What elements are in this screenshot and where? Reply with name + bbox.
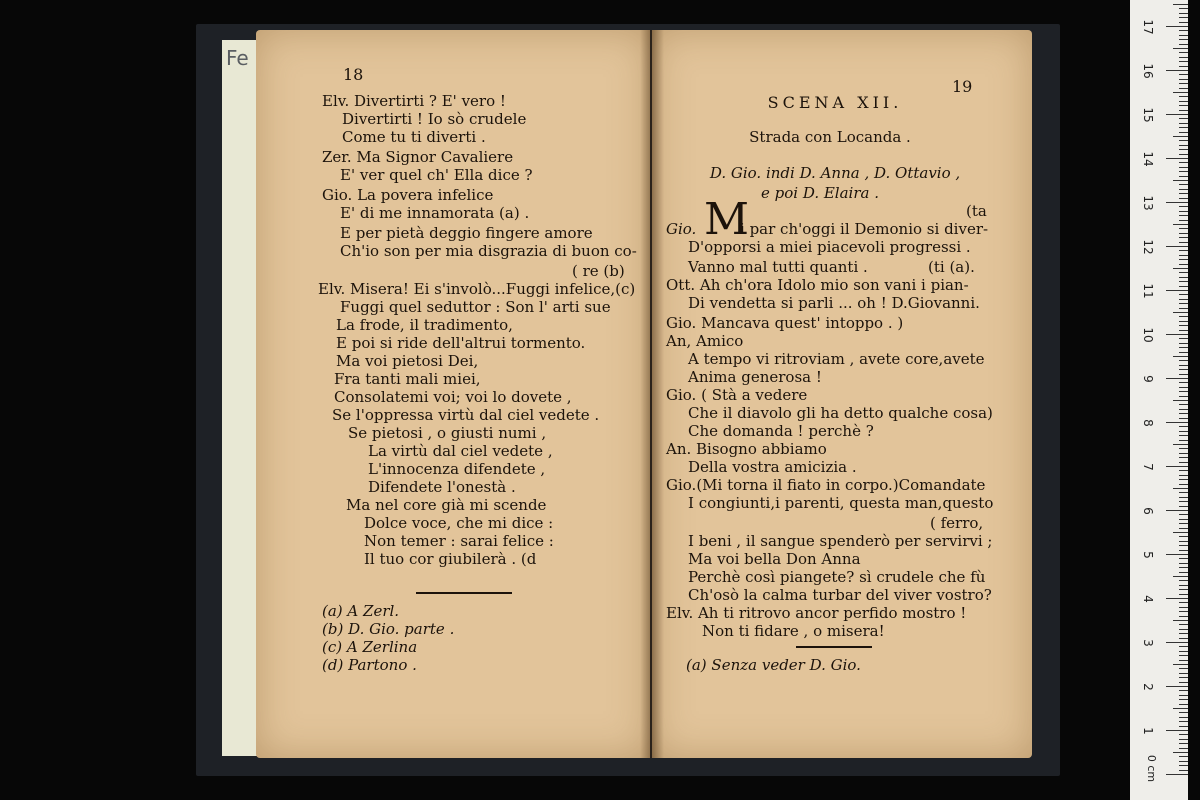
footnote: (c) A Zerlina: [322, 638, 418, 656]
ruler-tick: [1179, 673, 1188, 674]
ruler-tick: [1179, 237, 1188, 238]
ruler-tick: [1173, 576, 1188, 577]
cast-line: D. Gio. indi D. Anna , D. Ottavio ,: [709, 164, 961, 182]
book-gutter: [640, 30, 664, 758]
ruler-unit-label: 0 cm: [1145, 754, 1159, 783]
ruler-tick: [1179, 523, 1188, 524]
ruler-tick: [1179, 215, 1188, 216]
ruler-tick: [1166, 774, 1188, 775]
ruler-number: 4: [1141, 595, 1155, 603]
ruler-tick: [1179, 118, 1188, 119]
ruler-tick: [1166, 290, 1188, 291]
text-line: ( ferro,: [930, 514, 984, 532]
ruler-tick: [1179, 211, 1188, 212]
ruler-tick: [1179, 655, 1188, 656]
ruler-tick: [1179, 149, 1188, 150]
drop-cap: M: [704, 194, 750, 245]
ruler-tick: [1179, 259, 1188, 260]
ruler-tick: [1179, 343, 1188, 344]
ruler-tick: [1179, 303, 1188, 304]
ruler-tick: [1179, 660, 1188, 661]
ruler-tick: [1179, 492, 1188, 493]
ruler-tick: [1173, 224, 1188, 225]
ruler-tick: [1173, 708, 1188, 709]
ruler-tick: [1166, 510, 1188, 511]
ruler-tick: [1179, 44, 1188, 45]
text-line: Di vendetta si parli ... oh ! D.Giovanni.: [688, 294, 980, 312]
ruler-tick: [1179, 66, 1188, 67]
ruler-tick: [1179, 387, 1188, 388]
ruler-number: 7: [1141, 463, 1155, 471]
text-line: Ch'osò la calma turbar del viver vostro?: [688, 586, 992, 604]
scene-title: SCENA XII.: [767, 93, 903, 112]
ruler-tick: [1173, 4, 1188, 5]
ruler-tick: [1179, 677, 1188, 678]
ruler-tick: [1179, 96, 1188, 97]
text-line: Ma voi pietosi Dei,: [336, 352, 479, 370]
ruler-number: 15: [1141, 107, 1155, 123]
ruler-tick: [1179, 409, 1188, 410]
ruler-tick: [1179, 79, 1188, 80]
ruler-tick: [1179, 176, 1188, 177]
text-line: Consolatemi voi; voi lo dovete ,: [334, 388, 572, 406]
text-line: Gio. ( Stà a vedere: [666, 386, 808, 404]
ruler-tick: [1179, 470, 1188, 471]
ruler-tick: [1179, 299, 1188, 300]
ruler-tick: [1166, 642, 1188, 643]
right-page-number: 19: [952, 77, 973, 96]
text-line: D'opporsi a miei piacevoli progressi .: [688, 238, 971, 256]
ruler-tick: [1173, 92, 1188, 93]
ruler-tick: [1179, 57, 1188, 58]
text-line: I beni , il sangue spenderò per servirvi ;: [688, 532, 993, 550]
ruler-tick: [1179, 255, 1188, 256]
ruler-tick: [1179, 206, 1188, 207]
scene-setting: Strada con Locanda .: [749, 128, 911, 146]
ruler-tick: [1179, 633, 1188, 634]
measuring-ruler: [1130, 0, 1188, 800]
ruler-tick: [1179, 743, 1188, 744]
ruler-tick: [1179, 162, 1188, 163]
ruler-tick: [1179, 242, 1188, 243]
text-line: Zer. Ma Signor Cavaliere: [322, 148, 514, 166]
ruler-number: 12: [1141, 239, 1155, 255]
ruler-tick: [1179, 83, 1188, 84]
text-line: i par ch'oggi il Demonio si diver-: [740, 220, 989, 238]
ruler-tick: [1179, 413, 1188, 414]
ruler-tick: [1179, 734, 1188, 735]
ruler-tick: [1179, 479, 1188, 480]
ruler-tick: [1166, 158, 1188, 159]
ruler-tick: [1179, 453, 1188, 454]
ruler-tick: [1179, 286, 1188, 287]
ruler-tick: [1179, 457, 1188, 458]
ruler-tick: [1179, 497, 1188, 498]
ruler-tick: [1179, 167, 1188, 168]
ruler-tick: [1179, 8, 1188, 9]
ruler-tick: [1179, 726, 1188, 727]
ruler-tick: [1179, 611, 1188, 612]
ruler-tick: [1179, 475, 1188, 476]
text-line: E' ver quel ch' Ella dice ?: [340, 166, 533, 184]
ruler-tick: [1179, 132, 1188, 133]
ruler-tick: [1173, 136, 1188, 137]
ruler-tick: [1173, 532, 1188, 533]
footnote: (b) D. Gio. parte .: [322, 620, 455, 638]
ruler-tick: [1179, 748, 1188, 749]
ruler-tick: [1166, 114, 1188, 115]
text-line: La virtù dal ciel vedete ,: [368, 442, 553, 460]
ruler-tick: [1179, 602, 1188, 603]
ruler-tick: [1179, 550, 1188, 551]
ruler-tick: [1179, 220, 1188, 221]
ruler-tick: [1179, 140, 1188, 141]
ruler-tick: [1179, 233, 1188, 234]
ruler-tick: [1179, 198, 1188, 199]
ruler-tick: [1179, 17, 1188, 18]
ruler-tick: [1166, 598, 1188, 599]
ruler-tick: [1179, 589, 1188, 590]
ruler-tick: [1179, 330, 1188, 331]
text-line: Perchè così piangete? sì crudele che fù: [688, 568, 986, 586]
footnote: (a) A Zerl.: [322, 602, 400, 620]
ruler-tick: [1179, 325, 1188, 326]
ruler-number: 14: [1141, 151, 1155, 167]
text-line: (ta: [966, 202, 987, 220]
text-line: Ch'io son per mia disgrazia di buon co-: [340, 242, 637, 260]
ruler-tick: [1166, 730, 1188, 731]
ruler-tick: [1179, 690, 1188, 691]
text-line: (ti (a).: [928, 258, 975, 276]
ruler-tick: [1179, 484, 1188, 485]
ruler-tick: [1166, 334, 1188, 335]
speaker-label: Gio.: [666, 220, 697, 238]
text-line: ( re (b): [572, 262, 625, 280]
ruler-tick: [1179, 404, 1188, 405]
ruler-tick: [1179, 35, 1188, 36]
ruler-tick: [1166, 70, 1188, 71]
ruler-tick: [1179, 431, 1188, 432]
text-line: Gio. Mancava quest' intoppo . ): [666, 314, 904, 332]
ruler-tick: [1179, 360, 1188, 361]
ruler-tick: [1179, 651, 1188, 652]
ruler-tick: [1179, 761, 1188, 762]
ruler-tick: [1179, 352, 1188, 353]
ruler-tick: [1179, 435, 1188, 436]
ruler-tick: [1179, 22, 1188, 23]
footnote: (a) Senza veder D. Gio.: [686, 656, 861, 674]
ruler-tick: [1173, 180, 1188, 181]
ruler-number: 5: [1141, 551, 1155, 559]
ruler-tick: [1179, 668, 1188, 669]
text-line: Elv. Divertirti ? E' vero !: [322, 92, 506, 110]
ruler-tick: [1179, 462, 1188, 463]
ruler-tick: [1179, 629, 1188, 630]
ruler-tick: [1179, 13, 1188, 14]
ruler-tick: [1179, 52, 1188, 53]
ruler-tick: [1166, 202, 1188, 203]
ruler-tick: [1173, 400, 1188, 401]
ruler-tick: [1179, 110, 1188, 111]
ruler-tick: [1179, 281, 1188, 282]
text-line: Fuggi quel seduttor : Son l' arti sue: [340, 298, 611, 316]
ruler-tick: [1166, 554, 1188, 555]
ruler-tick: [1179, 308, 1188, 309]
ruler-tick: [1179, 30, 1188, 31]
ruler-number: 8: [1141, 419, 1155, 427]
text-line: Dolce voce, che mi dice :: [364, 514, 554, 532]
ruler-tick: [1179, 171, 1188, 172]
ruler-tick: [1179, 369, 1188, 370]
ruler-tick: [1179, 572, 1188, 573]
ruler-tick: [1173, 356, 1188, 357]
ruler-tick: [1173, 312, 1188, 313]
ruler-tick: [1179, 338, 1188, 339]
text-line: E' di me innamorata (a) .: [340, 204, 530, 222]
ruler-tick: [1179, 426, 1188, 427]
ruler-tick: [1179, 448, 1188, 449]
text-line: Gio. La povera infelice: [322, 186, 494, 204]
ruler-tick: [1179, 277, 1188, 278]
ruler-tick: [1166, 686, 1188, 687]
ruler-tick: [1179, 316, 1188, 317]
ruler-number: 9: [1141, 375, 1155, 383]
ruler-tick: [1179, 594, 1188, 595]
text-line: Elv. Misera! Ei s'involò...Fuggi infelice,(c): [318, 280, 636, 298]
ruler-tick: [1179, 704, 1188, 705]
ruler-tick: [1179, 616, 1188, 617]
text-line: E poi si ride dell'altrui tormento.: [336, 334, 586, 352]
text-line: Fra tanti mali miei,: [334, 370, 481, 388]
text-line: I congiunti,i parenti, questa man,questo: [688, 494, 994, 512]
ruler-tick: [1179, 765, 1188, 766]
footnote-rule: [416, 592, 512, 594]
ruler-tick: [1179, 638, 1188, 639]
ruler-tick: [1179, 88, 1188, 89]
ruler-tick: [1179, 756, 1188, 757]
ruler-number: 16: [1141, 63, 1155, 79]
text-line: Gio.(Mi torna il fiato in corpo.)Comandate: [666, 476, 986, 494]
ruler-tick: [1179, 347, 1188, 348]
ruler-tick: [1179, 184, 1188, 185]
ruler-tick: [1179, 501, 1188, 502]
text-line: Se l'oppressa virtù dal ciel vedete .: [332, 406, 600, 424]
ruler-tick: [1179, 567, 1188, 568]
footnote-rule: [796, 646, 872, 648]
ruler-tick: [1179, 624, 1188, 625]
ruler-tick: [1179, 61, 1188, 62]
text-line: Non ti fidare , o misera!: [702, 622, 885, 640]
ruler-tick: [1166, 378, 1188, 379]
ruler-tick: [1173, 444, 1188, 445]
text-line: L'innocenza difendete ,: [368, 460, 546, 478]
ruler-tick: [1179, 101, 1188, 102]
text-line: Anima generosa !: [688, 368, 822, 386]
ruler-tick: [1179, 145, 1188, 146]
text-line: Della vostra amicizia .: [688, 458, 857, 476]
text-line: An. Bisogno abbiamo: [666, 440, 827, 458]
ruler-tick: [1179, 391, 1188, 392]
ruler-tick: [1173, 752, 1188, 753]
text-line: Non temer : sarai felice :: [364, 532, 554, 550]
ruler-tick: [1179, 374, 1188, 375]
text-line: Ma nel core già mi scende: [346, 496, 547, 514]
ruler-tick: [1179, 294, 1188, 295]
ruler-number: 17: [1141, 19, 1155, 35]
ruler-tick: [1179, 396, 1188, 397]
text-line: Se pietosi , o giusti numi ,: [348, 424, 547, 442]
ruler-tick: [1173, 620, 1188, 621]
ruler-tick: [1179, 105, 1188, 106]
ruler-tick: [1179, 193, 1188, 194]
text-line: Ma voi bella Don Anna: [688, 550, 861, 568]
ruler-tick: [1179, 440, 1188, 441]
ruler-tick: [1179, 770, 1188, 771]
text-line: La frode, il tradimento,: [336, 316, 513, 334]
ruler-tick: [1179, 607, 1188, 608]
ruler-tick: [1173, 664, 1188, 665]
ruler-tick: [1166, 26, 1188, 27]
ruler-tick: [1179, 264, 1188, 265]
text-line: Il tuo cor giubilerà . (d: [364, 550, 537, 568]
ruler-tick: [1179, 528, 1188, 529]
ruler-number: 11: [1141, 283, 1155, 299]
ruler-tick: [1179, 695, 1188, 696]
ruler-tick: [1166, 422, 1188, 423]
text-line: Che domanda ! perchè ?: [688, 422, 874, 440]
text-line: Vanno mal tutti quanti .: [688, 258, 868, 276]
ruler-tick: [1179, 250, 1188, 251]
ruler-tick: [1173, 268, 1188, 269]
ruler-tick: [1179, 365, 1188, 366]
ruler-tick: [1179, 717, 1188, 718]
ruler-tick: [1179, 712, 1188, 713]
ruler-tick: [1179, 721, 1188, 722]
ruler-tick: [1179, 558, 1188, 559]
ruler-tick: [1179, 514, 1188, 515]
ruler-tick: [1179, 382, 1188, 383]
ruler-tick: [1179, 682, 1188, 683]
cast-line: e poi D. Elaira .: [760, 184, 879, 202]
insert-label: Fe: [226, 46, 249, 70]
ruler-number: 3: [1141, 639, 1155, 647]
ruler-tick: [1166, 246, 1188, 247]
ruler-tick: [1179, 536, 1188, 537]
ruler-tick: [1179, 127, 1188, 128]
ruler-tick: [1179, 123, 1188, 124]
ruler-tick: [1179, 506, 1188, 507]
text-line: Che il diavolo gli ha detto qualche cosa): [688, 404, 993, 422]
ruler-number: 6: [1141, 507, 1155, 515]
ruler-tick: [1179, 699, 1188, 700]
ruler-tick: [1179, 228, 1188, 229]
ruler-number: 2: [1141, 683, 1155, 691]
text-line: Come tu ti diverti .: [342, 128, 486, 146]
ruler-tick: [1179, 646, 1188, 647]
ruler-tick: [1166, 466, 1188, 467]
ruler-tick: [1179, 321, 1188, 322]
ruler-number: 13: [1141, 195, 1155, 211]
ruler-tick: [1179, 585, 1188, 586]
ruler-tick: [1179, 39, 1188, 40]
text-line: Ott. Ah ch'ora Idolo mio son vani i pian-: [666, 276, 969, 294]
ruler-tick: [1179, 541, 1188, 542]
footnote: (d) Partono .: [322, 656, 417, 674]
ruler-tick: [1173, 488, 1188, 489]
ruler-tick: [1179, 154, 1188, 155]
text-line: Divertirti ! Io sò crudele: [342, 110, 527, 128]
ruler-tick: [1179, 739, 1188, 740]
ruler-tick: [1179, 272, 1188, 273]
ruler-tick: [1179, 519, 1188, 520]
ruler-number: 1: [1141, 727, 1155, 735]
ruler-tick: [1173, 48, 1188, 49]
text-line: An, Amico: [666, 332, 744, 350]
text-line: Elv. Ah ti ritrovo ancor perfido mostro !: [666, 604, 967, 622]
ruler-number: 10: [1141, 327, 1155, 343]
ruler-tick: [1179, 418, 1188, 419]
ruler-tick: [1179, 189, 1188, 190]
left-page-number: 18: [343, 65, 364, 84]
ruler-tick: [1179, 74, 1188, 75]
text-line: A tempo vi ritroviam , avete core,avete: [688, 350, 985, 368]
ruler-tick: [1179, 563, 1188, 564]
text-line: Difendete l'onestà .: [368, 478, 516, 496]
ruler-tick: [1179, 545, 1188, 546]
ruler-tick: [1179, 580, 1188, 581]
text-line: E per pietà deggio fingere amore: [340, 224, 593, 242]
